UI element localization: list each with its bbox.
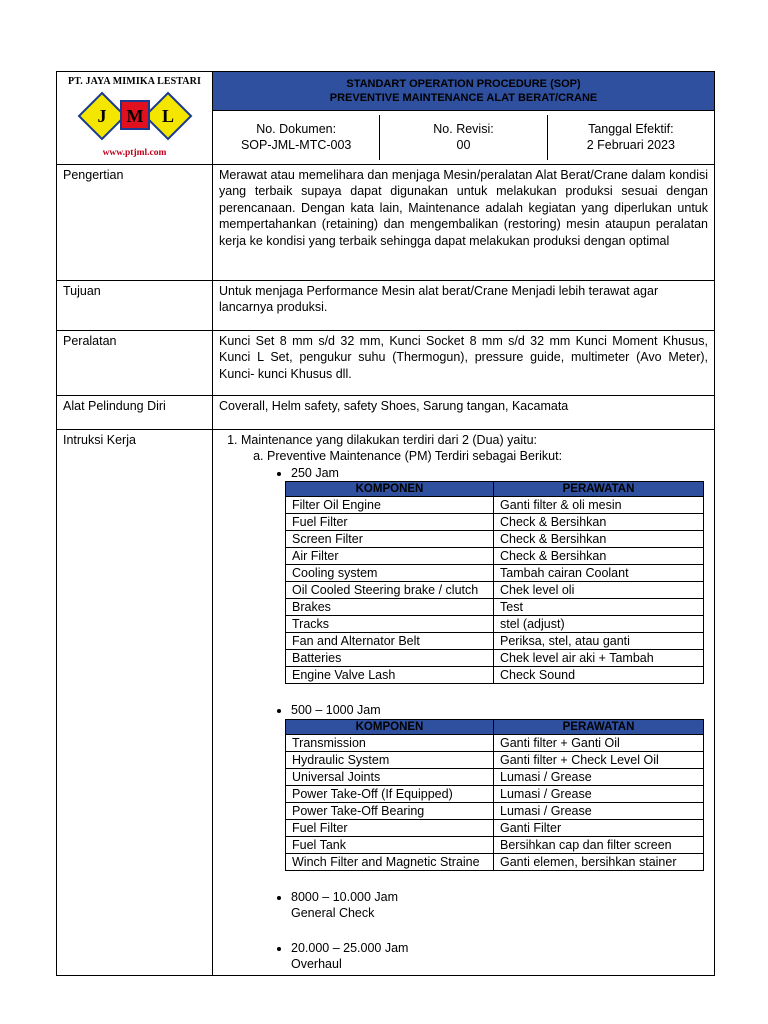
company-name: PT. JAYA MIMIKA LESTARI [68,76,201,87]
effective-date-label: Tanggal Efektif: [588,121,674,136]
col-header-perawatan: PERAWATAN [494,719,704,734]
doc-number-value: SOP-JML-MTC-003 [240,138,352,153]
title-line-2: PREVENTIVE MAINTENANCE ALAT BERAT/CRANE [329,91,598,104]
instruction-list [219,432,708,973]
section-text-peralatan: Kunci Set 8 mm s/d 32 mm, Kunci Socket 8 mm s/d 32 mm Kunci Moment Khusus, Kunci L Set, pengukur suhu (Thermogun), pressure guide, multimeter (Avo Meter), Kunci- kunci Khusus dll. [213,330,715,395]
effective-date-value: 2 Februari 2023 [586,138,675,153]
section-label-tujuan: Tujuan [57,280,213,330]
perawatan-cell: Ganti elemen, bersihkan stainer [494,853,704,870]
interval-20000-desc: Overhaul [291,957,342,971]
table-row [286,599,704,616]
doc-number [213,115,379,160]
table-row [286,582,704,599]
logo-letter-m: M [126,105,143,126]
company-website: www.ptjml.com [102,148,167,158]
interval-250 [291,465,708,703]
komponen-cell: Oil Cooled Steering brake / clutch [286,582,494,599]
section-label-pengertian: Pengertian [57,164,213,280]
perawatan-cell: Tambah cairan Coolant [494,565,704,582]
komponen-cell: Brakes [286,599,494,616]
interval-8000-desc: General Check [291,906,375,920]
table-row [286,650,704,667]
col-header-komponen: KOMPONEN [286,719,494,734]
revision-label: No. Revisi: [433,121,494,136]
interval-250-label: 250 Jam [291,465,339,480]
interval-20000 [291,940,708,973]
doc-number-label: No. Dokumen: [256,121,337,136]
section-label-apd: Alat Pelindung Diri [57,395,213,429]
table-row [286,734,704,751]
perawatan-cell: Lumasi / Grease [494,802,704,819]
perawatan-cell: Chek level oli [494,582,704,599]
komponen-cell: Filter Oil Engine [286,497,494,514]
komponen-cell: Universal Joints [286,768,494,785]
komponen-cell: Power Take-Off Bearing [286,802,494,819]
table-row [286,514,704,531]
table-row [286,853,704,870]
col-header-perawatan: PERAWATAN [494,482,704,497]
section-text-tujuan: Untuk menjaga Performance Mesin alat berat/Crane Menjadi lebih terawat agar lancarnya produksi. [213,280,715,330]
table-row [286,531,704,548]
perawatan-cell: Check & Bersihkan [494,548,704,565]
perawatan-cell: Ganti filter & oli mesin [494,497,704,514]
perawatan-cell: Lumasi / Grease [494,785,704,802]
section-text-apd: Coverall, Helm safety, safety Shoes, Sarung tangan, Kacamata [213,395,715,429]
instruction-item-1-text: Maintenance yang dilakukan terdiri dari 2 (Dua) yaitu: [241,432,537,447]
instruction-item-1a [267,448,708,973]
perawatan-cell: Lumasi / Grease [494,768,704,785]
perawatan-cell: Check Sound [494,667,704,684]
sop-document-table [56,71,715,976]
table-row [286,548,704,565]
komponen-cell: Air Filter [286,548,494,565]
interval-list [267,465,708,973]
logo-letter-l: L [161,105,174,126]
table-row [286,785,704,802]
interval-500 [291,702,708,889]
table-row [286,667,704,684]
col-header-komponen: KOMPONEN [286,482,494,497]
revision-value: 00 [456,138,471,153]
komponen-cell: Tracks [286,616,494,633]
perawatan-cell: Ganti filter + Ganti Oil [494,734,704,751]
effective-date [547,115,714,160]
komponen-cell: Batteries [286,650,494,667]
section-label-peralatan: Peralatan [57,330,213,395]
logo-cell [57,72,213,165]
perawatan-cell: Chek level air aki + Tambah [494,650,704,667]
document-meta [213,110,715,164]
instruction-sublist [241,448,708,973]
table-row [286,836,704,853]
perawatan-cell: Check & Bersihkan [494,514,704,531]
komponen-cell: Fuel Tank [286,836,494,853]
maintenance-table-500 [285,719,704,871]
table-row [286,565,704,582]
komponen-cell: Transmission [286,734,494,751]
perawatan-cell: Test [494,599,704,616]
table-row [286,497,704,514]
jml-logo [70,91,200,141]
komponen-cell: Fuel Filter [286,514,494,531]
perawatan-cell: Ganti Filter [494,819,704,836]
table-row [286,751,704,768]
komponen-cell: Fuel Filter [286,819,494,836]
perawatan-cell: Ganti filter + Check Level Oil [494,751,704,768]
maintenance-table-250 [285,481,704,684]
table-row [286,633,704,650]
instruction-item-1 [241,432,708,973]
table-row [286,802,704,819]
komponen-cell: Power Take-Off (If Equipped) [286,785,494,802]
revision [379,115,546,160]
perawatan-cell: Bersihkan cap dan filter screen [494,836,704,853]
komponen-cell: Engine Valve Lash [286,667,494,684]
komponen-cell: Hydraulic System [286,751,494,768]
section-label-instruksi: Intruksi Kerja [57,429,213,975]
komponen-cell: Cooling system [286,565,494,582]
interval-500-label: 500 – 1000 Jam [291,703,381,717]
table-row [286,616,704,633]
komponen-cell: Fan and Alternator Belt [286,633,494,650]
interval-8000-label: • 8000 – 10.000 Jam [291,889,399,904]
interval-20000-label: • 20.000 – 25.000 Jam [291,940,409,955]
document-title [213,72,715,111]
table-row [286,819,704,836]
instruction-item-1a-text: Preventive Maintenance (PM) Terdiri sebagai Berikut: [267,449,563,463]
interval-8000 [291,889,708,940]
perawatan-cell: Check & Bersihkan [494,531,704,548]
perawatan-cell: Periksa, stel, atau ganti [494,633,704,650]
logo-letter-j: J [97,105,106,126]
komponen-cell: Winch Filter and Magnetic Straine [286,853,494,870]
perawatan-cell: stel (adjust) [494,616,704,633]
section-text-pengertian: Merawat atau memelihara dan menjaga Mesin/peralatan Alat Berat/Crane dalam kondisi yang terbaik supaya dapat digunakan untuk melakukan produksi sesuai dengan perencanaan. Dengan kata lain, Maintenance adalah kegiatan yang diperlukan untuk mempertahankan (retaining) dan mengembalikan (restoring) mesin ataupun peralatan kerja ke kondisi yang terbaik sehingga dapat melakukan produksi dengan optimal [213,164,715,280]
title-line-1: STANDART OPERATION PROCEDURE (SOP) [346,77,581,90]
table-row [286,768,704,785]
komponen-cell: Screen Filter [286,531,494,548]
section-content-instruksi [213,429,715,975]
